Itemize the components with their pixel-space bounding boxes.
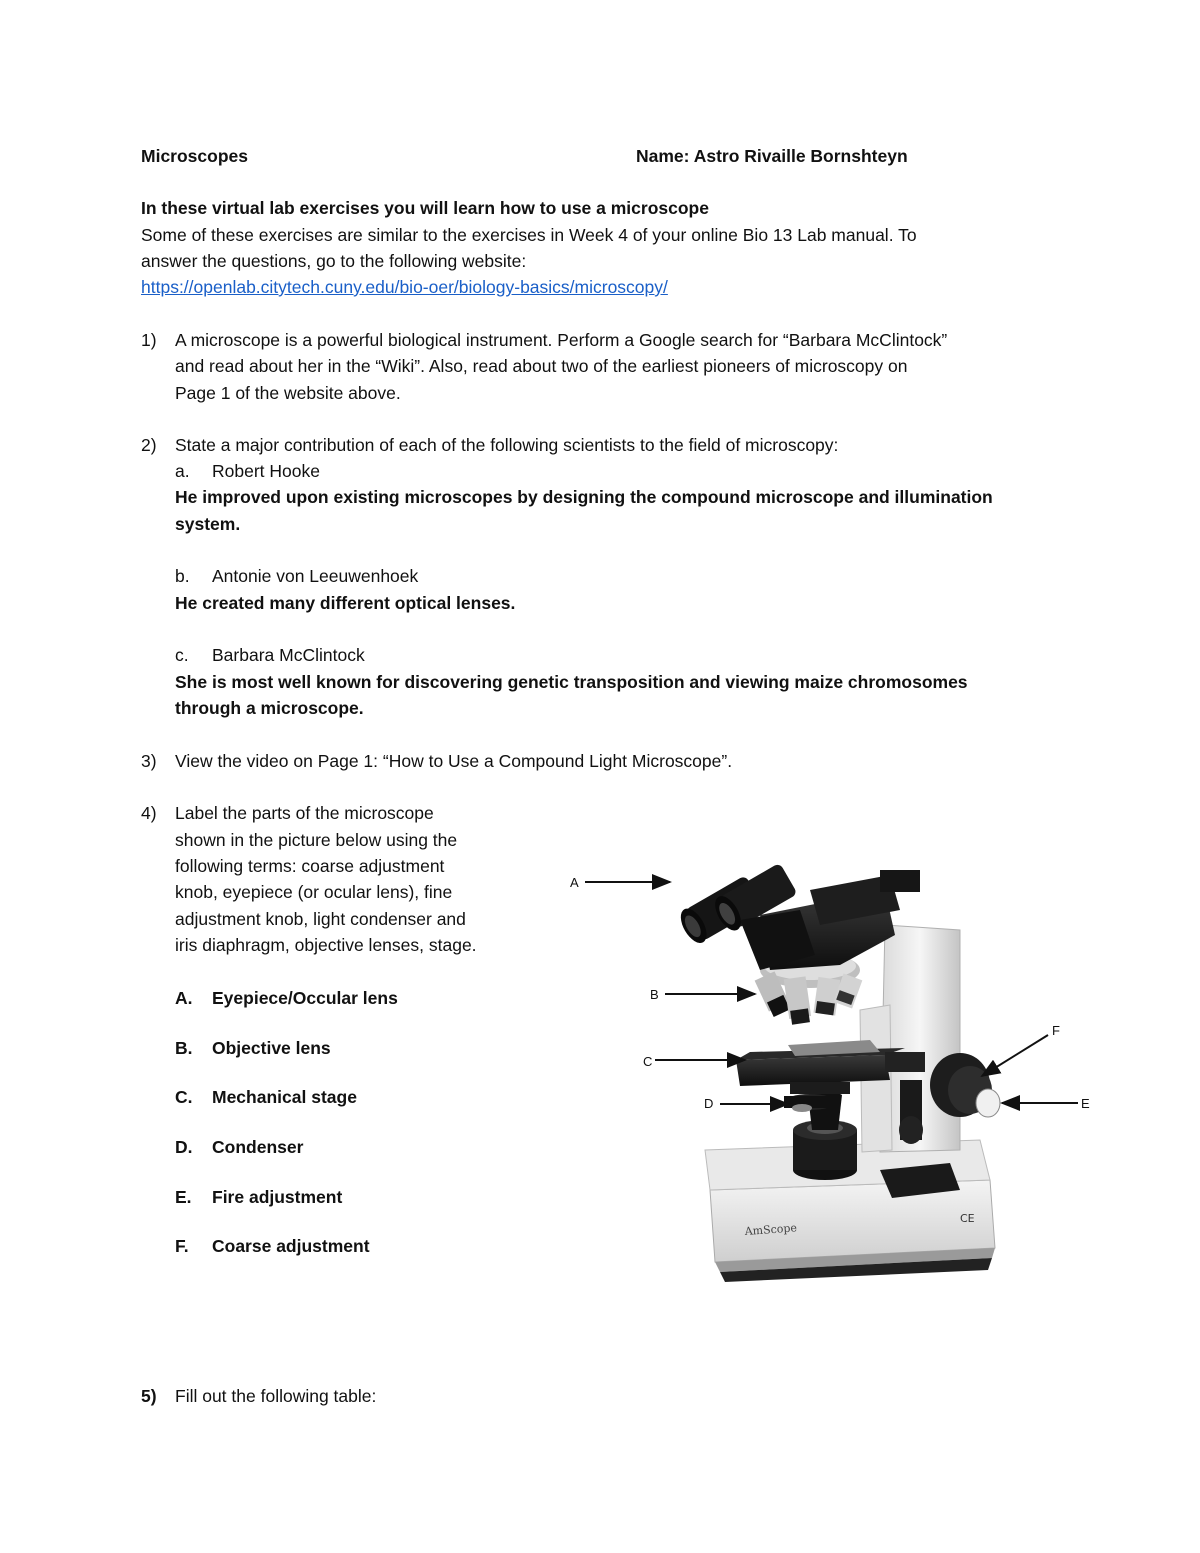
intro-heading: In these virtual lab exercises you will learn how to use a microscope bbox=[141, 198, 709, 218]
item-a-name: Robert Hooke bbox=[212, 461, 320, 481]
question-4-line-2: shown in the picture below using the bbox=[175, 830, 458, 850]
question-4-line-1: Label the parts of the microscope bbox=[175, 803, 434, 823]
item-c-letter: c. bbox=[175, 645, 189, 665]
part-d-letter: D. bbox=[175, 1137, 193, 1157]
question-5-text: Fill out the following table: bbox=[175, 1386, 377, 1406]
microscope-diagram bbox=[540, 830, 1100, 1300]
part-f-answer: Coarse adjustment bbox=[212, 1236, 370, 1256]
item-c-answer-line-2: through a microscope. bbox=[175, 698, 364, 718]
question-1-line-3: Page 1 of the website above. bbox=[175, 383, 401, 403]
part-e-letter: E. bbox=[175, 1187, 192, 1207]
part-a-letter: A. bbox=[175, 988, 193, 1008]
part-e-answer: Fire adjustment bbox=[212, 1187, 343, 1207]
part-d-answer: Condenser bbox=[212, 1137, 304, 1157]
part-f-letter: F. bbox=[175, 1236, 189, 1256]
item-b-letter: b. bbox=[175, 566, 190, 586]
website-link[interactable]: https://openlab.citytech.cuny.edu/bio-oer/biology-basics/microscopy/ bbox=[141, 277, 668, 297]
intro-line-2: answer the questions, go to the following website: bbox=[141, 251, 527, 271]
question-4-line-5: adjustment knob, light condenser and bbox=[175, 909, 466, 929]
question-1-line-1: A microscope is a powerful biological instrument. Perform a Google search for “Barbara McClintock” bbox=[175, 330, 948, 350]
brand-logo: AmScope bbox=[744, 1221, 798, 1238]
item-b-answer: He created many different optical lenses. bbox=[175, 593, 516, 613]
item-a-answer-line-2: system. bbox=[175, 514, 241, 534]
item-c-answer-line-1: She is most well known for discovering genetic transposition and viewing maize chromosomes bbox=[175, 672, 968, 692]
item-a-letter: a. bbox=[175, 461, 190, 481]
question-1-line-2: and read about her in the “Wiki”. Also, read about two of the earliest pioneers of microscopy on bbox=[175, 356, 908, 376]
figure-label-f: F bbox=[1052, 1023, 1060, 1038]
question-4-line-4: knob, eyepiece (or ocular lens), fine bbox=[175, 882, 453, 902]
part-c-letter: C. bbox=[175, 1087, 193, 1107]
question-4-number: 4) bbox=[141, 803, 157, 823]
figure-label-e: E bbox=[1081, 1096, 1090, 1111]
figure-label-d: D bbox=[704, 1096, 714, 1111]
item-b-name: Antonie von Leeuwenhoek bbox=[212, 566, 419, 586]
question-3-text: View the video on Page 1: “How to Use a Compound Light Microscope”. bbox=[175, 751, 733, 771]
intro-line-1: Some of these exercises are similar to the exercises in Week 4 of your online Bio 13 Lab manual. To bbox=[141, 225, 917, 245]
eyepieces bbox=[676, 862, 815, 970]
question-4-line-3: following terms: coarse adjustment bbox=[175, 856, 445, 876]
part-a-answer: Eyepiece/Occular lens bbox=[212, 988, 398, 1008]
figure-label-c: C bbox=[643, 1054, 653, 1069]
part-b-answer: Objective lens bbox=[212, 1038, 331, 1058]
question-5-number: 5) bbox=[141, 1386, 157, 1406]
question-3-number: 3) bbox=[141, 751, 157, 771]
item-a-answer-line-1: He improved upon existing microscopes by designing the compound microscope and illumination bbox=[175, 487, 993, 507]
document-title: Microscopes bbox=[141, 146, 248, 166]
figure-label-a: A bbox=[570, 875, 579, 890]
figure-label-b: B bbox=[650, 987, 659, 1002]
student-name: Name: Astro Rivaille Bornshteyn bbox=[636, 146, 908, 166]
part-b-letter: B. bbox=[175, 1038, 193, 1058]
question-2-prompt: State a major contribution of each of the following scientists to the field of microscopy: bbox=[175, 435, 839, 455]
question-4-line-6: iris diaphragm, objective lenses, stage. bbox=[175, 935, 477, 955]
question-1-number: 1) bbox=[141, 330, 157, 350]
item-c-name: Barbara McClintock bbox=[212, 645, 365, 665]
question-2-number: 2) bbox=[141, 435, 157, 455]
part-c-answer: Mechanical stage bbox=[212, 1087, 357, 1107]
ce-mark: CE bbox=[960, 1212, 975, 1225]
